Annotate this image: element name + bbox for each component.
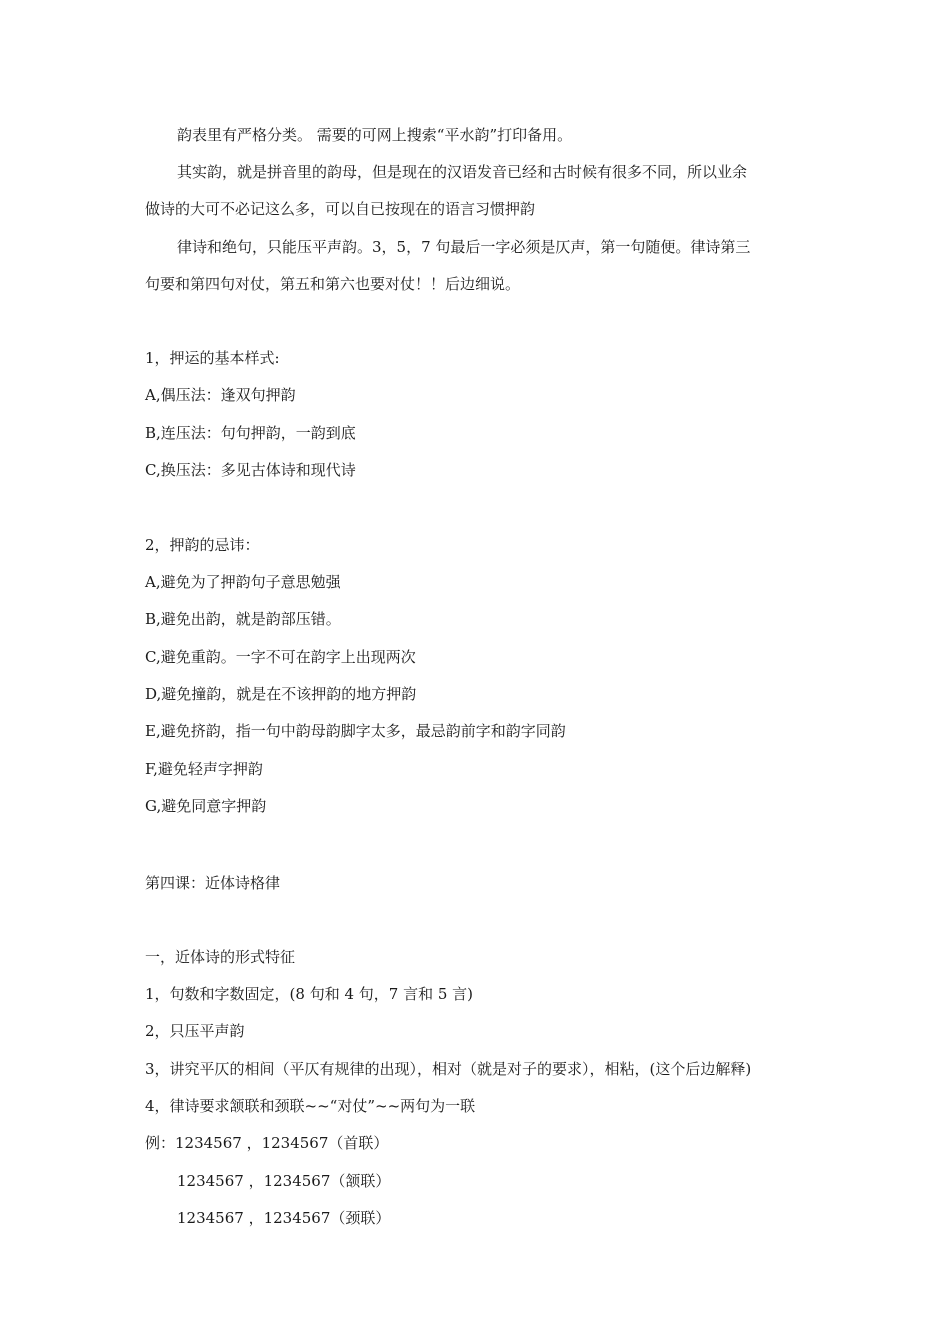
list-item: A,偶压法：逢双句押韵 <box>145 386 296 404</box>
paragraph-rhyme-explanation-cont: 做诗的大可不必记这么多，可以自已按现在的语言习惯押韵 <box>145 200 536 218</box>
list-item: F,避免轻声字押韵 <box>145 760 263 778</box>
example-line: 1234567 ，1234567（颔联） <box>177 1172 391 1190</box>
list-item: G,避免同意字押韵 <box>145 797 267 815</box>
section-heading-form-features: 一，近体诗的形式特征 <box>145 948 296 966</box>
list-item: 4，律诗要求颔联和颈联~~“对仗”~~两句为一联 <box>145 1097 476 1115</box>
example-line: 1234567 ，1234567（颈联） <box>177 1209 391 1227</box>
example-line: 例：1234567 ，1234567（首联） <box>145 1134 389 1152</box>
paragraph-rhyme-explanation: 其实韵，就是拼音里的韵母，但是现在的汉语发音已经和古时候有很多不同，所以业余 <box>177 163 748 181</box>
paragraph-rhyme-table: 韵表里有严格分类。 需要的可网上搜索“平水韵”打印备用。 <box>177 126 573 144</box>
list-item: 1，句数和字数固定，(8 句和 4 句，7 言和 5 言) <box>145 985 474 1003</box>
list-item: 2，只压平声韵 <box>145 1022 245 1040</box>
lesson-title: 第四课：近体诗格律 <box>145 874 281 892</box>
list-item: 3，讲究平仄的相间（平仄有规律的出现），相对（就是对子的要求），相粘，(这个后边解释) <box>145 1060 752 1078</box>
list-item: B,连压法：句句押韵，一韵到底 <box>145 424 356 442</box>
list-item: C,避免重韵。一字不可在韵字上出现两次 <box>145 648 416 666</box>
paragraph-lushi-rules: 律诗和绝句，只能压平声韵。3，5，7 句最后一字必须是仄声，第一句随便。律诗第三 <box>177 238 751 256</box>
list-item: C,换压法：多见古体诗和现代诗 <box>145 461 356 479</box>
list-item: B,避免出韵，就是韵部压错。 <box>145 610 341 628</box>
paragraph-lushi-rules-cont: 句要和第四句对仗，第五和第六也要对仗！！后边细说。 <box>145 275 521 293</box>
list-item: D,避免撞韵，就是在不该押韵的地方押韵 <box>145 685 417 703</box>
list-item: A,避免为了押韵句子意思勉强 <box>145 573 341 591</box>
section-heading-rhyme-taboos: 2，押韵的忌讳： <box>145 536 260 554</box>
section-heading-rhyme-styles: 1，押运的基本样式: <box>145 349 280 367</box>
list-item: E,避免挤韵，指一句中韵母韵脚字太多，最忌韵前字和韵字同韵 <box>145 722 566 740</box>
